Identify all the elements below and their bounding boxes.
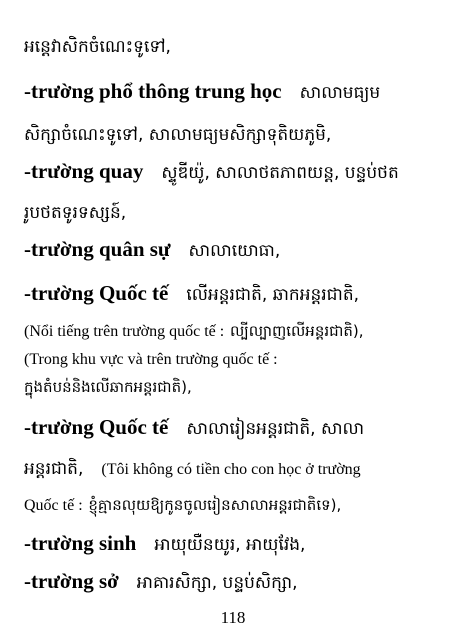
entry-line <box>24 318 456 345</box>
khmer-text: សាលាយោធា, <box>188 241 281 261</box>
khmer-text: សាលារៀនអន្តរជាតិ, សាលា <box>186 419 365 439</box>
entry-line <box>24 78 456 106</box>
khmer-text: ក្នុងតំបន់និងលើឆាកអន្តរជាតិ), <box>24 378 192 396</box>
vietnamese-example: (Trong khu vực và trên trường quốc tế : <box>24 351 278 368</box>
entry-line <box>24 236 456 264</box>
entry-line <box>24 568 456 596</box>
khmer-text: ស្ទូឌីយ៉ូ, សាលាថតភាពយន្ត, បន្ទប់ថត <box>161 163 399 183</box>
entry-line <box>24 158 456 186</box>
khmer-text: រូបថតទូរទស្សន៍, <box>24 203 127 223</box>
entry-line <box>24 346 456 373</box>
entry-line <box>24 456 456 483</box>
headword: -trường Quốc tế <box>24 415 169 439</box>
entry-line <box>24 374 456 400</box>
headword: -trường Quốc tế <box>24 281 169 305</box>
khmer-text: ខ្ញុំគ្មានលុយឱ្យកូនចូលរៀនសាលាអន្តរជាតិទេ), <box>88 496 342 514</box>
vietnamese-example: (Nổi tiếng trên trường quốc tế : <box>24 323 225 340</box>
entry-line <box>24 530 456 558</box>
headword: -trường quân sự <box>24 237 171 261</box>
headword: -trường phổ thông trung học <box>24 79 282 103</box>
entry-line <box>24 200 456 226</box>
khmer-text: សាលាមធ្យម <box>299 83 381 103</box>
entry-line <box>24 492 456 519</box>
khmer-text: ល្បីល្បាញលើអន្តរជាតិ), <box>229 322 364 340</box>
headword: -trường sở <box>24 569 119 593</box>
headword: -trường sinh <box>24 531 137 555</box>
khmer-text: អាគារសិក្សា, បន្ទប់សិក្សា, <box>136 573 298 593</box>
entry-line <box>24 280 456 308</box>
headword: -trường quay <box>24 159 144 183</box>
vietnamese-example: (Tôi không có tiền cho con học ở trường <box>101 461 361 478</box>
khmer-text: សិក្សាចំណេះទូទៅ, សាលាមធ្យមសិក្សាទុតិយភូមិ, <box>24 125 332 145</box>
khmer-text: អន្តរជាតិ, <box>24 459 84 479</box>
entry-line <box>24 34 456 60</box>
khmer-text: លើអន្តរជាតិ, ឆាកអន្តរជាតិ, <box>186 285 360 305</box>
khmer-text: អាយុយឺនយូរ, អាយុវែង, <box>154 535 306 555</box>
khmer-text: អន្តេវាសិកចំណេះទូទៅ, <box>24 37 171 57</box>
entry-line <box>24 122 456 148</box>
page-number: 118 <box>220 608 246 627</box>
entry-line <box>24 414 456 442</box>
vietnamese-example: Quốc tế : <box>24 497 83 514</box>
